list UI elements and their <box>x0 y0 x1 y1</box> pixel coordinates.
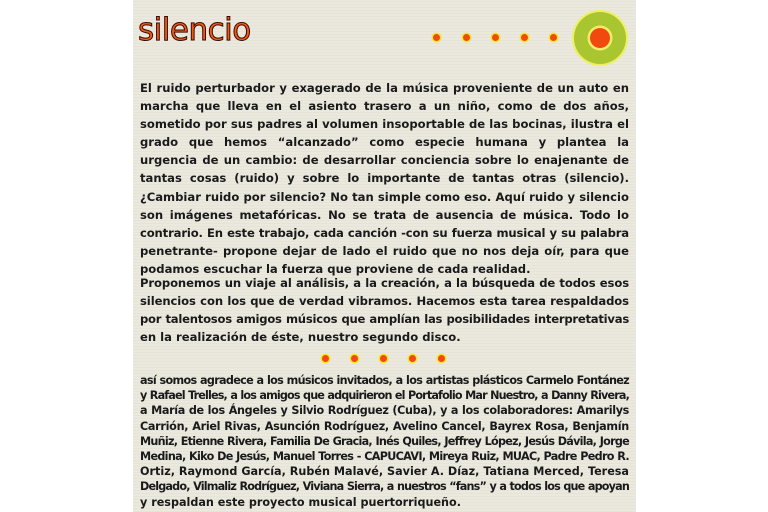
text-line: a María de los Ángeles y Silvio Rodríguez (Cuba), y a los colaboradores: Amarilys <box>140 404 629 418</box>
text-line: podamos escuchar la fuerza que proviene de cada realidad. <box>140 261 531 276</box>
text-line: sometido por sus padres al volumen insoportable de las bocinas, ilustra el <box>140 117 629 132</box>
text-line: Carrión, Ariel Rivas, Asunción Rodríguez, Avelino Cancel, Bayrex Rosa, Benjamín <box>140 419 629 433</box>
text-line: marcha que lleva en el asiento trasero a un niño, como de dos años, <box>140 99 629 114</box>
text-line: contrario. En este trabajo, cada canción -con su fuerza musical y su palabra <box>140 225 629 240</box>
target-circle-icon <box>574 12 626 64</box>
text-line: son imágenes metafóricas. No se trata de ausencia de música. Todo lo <box>140 207 629 222</box>
paragraph-proposal <box>140 274 629 346</box>
dot-ornament <box>492 34 499 41</box>
text-line: Muñiz, Etienne Rivera, Familia De Gracia, Inés Quiles, Jeffrey López, Jesús Dávila, Jorge <box>140 434 629 448</box>
dot-ornament <box>433 34 440 41</box>
text-line: y respaldan este proyecto musical puertorriqueño. <box>140 495 461 509</box>
dot-ornament <box>550 34 557 41</box>
dot-ornament <box>351 355 358 362</box>
paragraph-intro <box>140 79 629 278</box>
text-line: y Rafael Trelles, a los amigos que adquirieron el Portafolio Mar Nuestro, a Danny Rivera, <box>140 389 629 403</box>
text-line: tantas cosas (ruido) y sobre lo importante de tantas otras (silencio). <box>140 171 629 186</box>
text-line: El ruido perturbador y exagerado de la música proveniente de un auto en <box>140 81 629 95</box>
text-line: penetrante- propone dejar de lado el ruido que no nos deja oír, para que <box>140 243 629 258</box>
text-line: ¿Cambiar ruido por silencio? No tan simple como eso. Aquí ruido y silencio <box>140 189 629 204</box>
target-center <box>590 28 610 48</box>
text-line: urgencia de un cambio: de desarrollar conciencia sobre lo enajenante de <box>140 153 629 168</box>
page-title: silencio <box>138 12 251 48</box>
text-line: Delgado, Vilmaliz Rodríguez, Viviana Sierra, a nuestros “fans” y a todos los que apoyan <box>140 480 629 494</box>
text-line: Ortiz, Raymond García, Rubén Malavé, Savier A. Díaz, Tatiana Merced, Teresa <box>140 465 629 479</box>
liner-notes-page <box>133 0 636 512</box>
dot-ornament <box>438 355 445 362</box>
text-line: así somos agradece a los músicos invitados, a los artistas plásticos Carmelo Fontánez <box>140 374 629 387</box>
dot-ornament <box>322 355 329 362</box>
text-line: grado que hemos “alcanzado” como especie humana y plantea la <box>140 135 629 150</box>
dot-ornament <box>463 34 470 41</box>
text-line: Proponemos un viaje al análisis, a la creación, a la búsqueda de todos esos <box>140 276 629 290</box>
paragraph-acknowledgements <box>140 373 629 510</box>
dot-ornament <box>380 355 387 362</box>
text-line: en la realización de éste, nuestro segundo disco. <box>140 330 461 345</box>
text-line: Medina, Kiko De Jesús, Manuel Torres - CAPUCAVI, Mireya Ruiz, MUAC, Padre Pedro R. <box>140 449 629 463</box>
dot-ornament <box>521 34 528 41</box>
text-line: silencios con los que de verdad vibramos. Hacemos esta tarea respaldados <box>140 294 629 309</box>
text-line: por talentosos amigos músicos que amplían las posibilidades interpretativas <box>140 312 629 327</box>
dot-ornament <box>409 355 416 362</box>
